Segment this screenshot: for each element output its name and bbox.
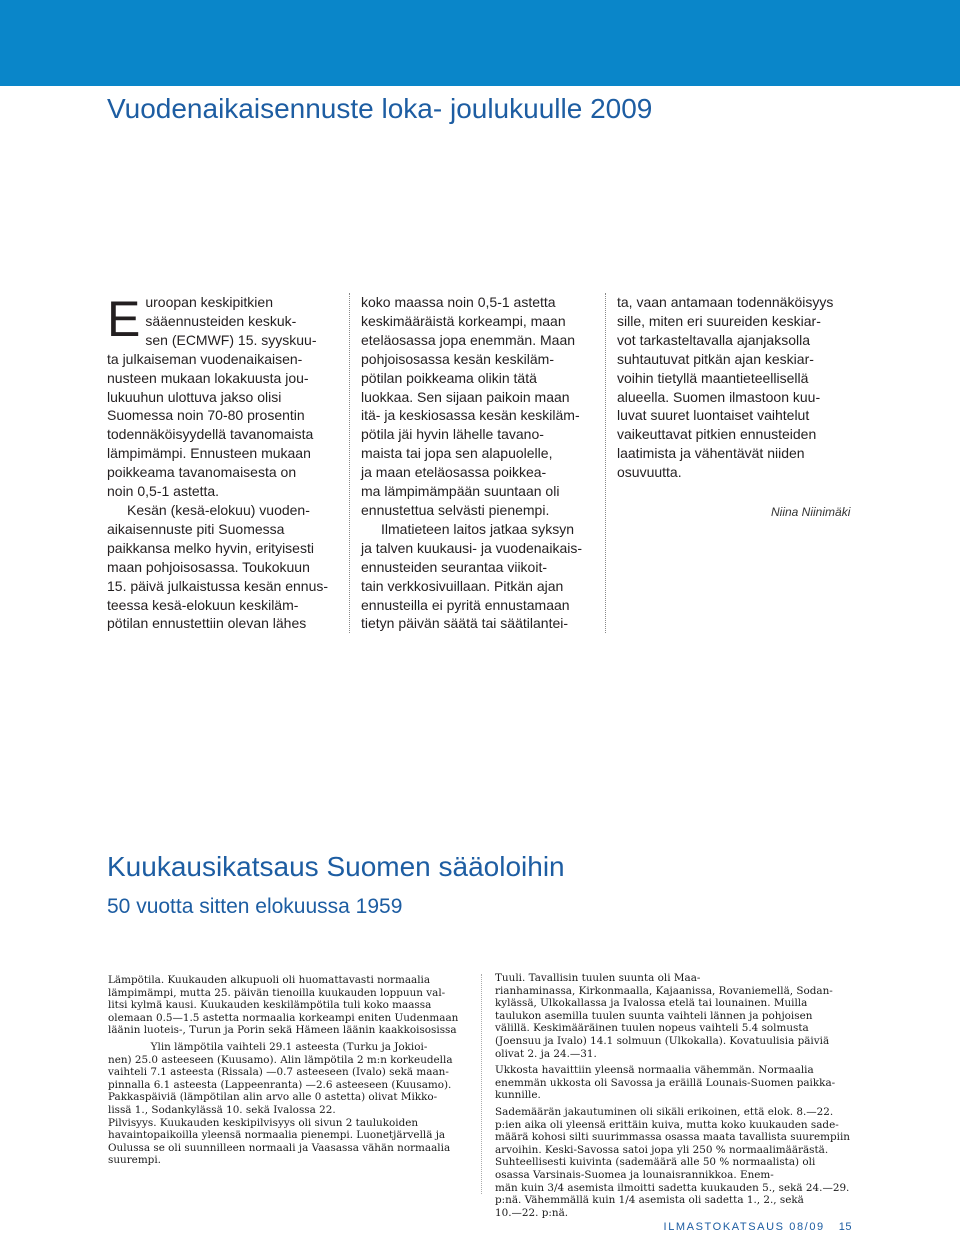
text-line: laatimista ja vähentävät niiden	[617, 445, 805, 462]
text-line: Ilmatieteen laitos jatkaa syksyn	[381, 520, 574, 537]
text-line: pötila jäi hyvin lähelle tavano-	[361, 426, 544, 443]
page-number: 15	[838, 1221, 852, 1233]
text-line: ennusteiden seurantaa viikoit-	[361, 558, 548, 575]
text-line: tietyn päivän säätä tai säätilantei-	[361, 615, 569, 632]
scan-line: nen) 25.0 asteeseen (Kuusamo). Alin lämpötila 2 m:n korkeudella	[108, 1053, 453, 1066]
text-line: voihin tietyllä maantieteellisellä	[617, 369, 809, 386]
text-line: itä- ja keskiosassa kesän keskiläm-	[361, 407, 580, 424]
text-line: eteläosassa jopa enemmän. Maan	[361, 331, 576, 348]
scan-line: lämpimämpi, mutta 25. päivän tienoilla kuukauden loppuun val-	[108, 986, 446, 999]
text-line: osuvuutta.	[617, 464, 682, 481]
scan-line: p:ien aika oli yleensä erittäin kuiva, mutta koko kuukauden sade-	[495, 1118, 839, 1131]
scan-line: Pilvisyys. Kuukauden keskipilvisyys oli sivun 2 taulukoiden	[108, 1116, 419, 1129]
article-column-3	[617, 293, 855, 482]
scan-line: Ylin lämpötila vaihteli 29.1 asteesta (Turku ja Jokioi-	[150, 1040, 428, 1053]
scan-line: Oulussa se oli suunnilleen normaali ja Vaasassa vähän normaalia	[108, 1141, 451, 1154]
text-line: poikkeama tavanomaisesta on	[107, 464, 297, 481]
text-line: ja maan eteläosassa poikkea-	[361, 464, 547, 481]
scan-line: p:nä. Vähemmällä kuin 1/4 asemista oli sadetta 1., 2., sekä	[495, 1194, 804, 1207]
text-line: ma lämpimämpään suuntaan oli	[361, 483, 560, 500]
text-line: pötilan ennustettiin olevan lähes	[107, 615, 307, 632]
text-line: keskimääräistä korkeampi, maan	[361, 312, 566, 329]
scan-line: osassa Varsinais-Suomea ja lounaisrannikkoa. Enem-	[495, 1168, 774, 1181]
scan-line: Lämpötila. Kuukauden alkupuoli oli huomattavasti normaalia	[108, 974, 431, 986]
scan-line: olemaan 0.5—1.5 astetta normaalia korkeampi eniten Uudenmaan	[108, 1011, 459, 1024]
scan-line: kylässä, Ulkokallassa ja Ivalossa etelä tai lounainen. Muilla	[495, 997, 808, 1010]
scan-divider	[481, 974, 482, 1194]
text-line: Suomessa noin 70-80 prosentin	[107, 407, 305, 424]
text-line: luvat suuret luontaiset vaihtelut	[617, 407, 810, 424]
text-line: sääennusteiden keskuk-	[145, 312, 297, 329]
drop-cap: E	[107, 291, 141, 347]
text-line: pohjoisosassa kesän keskiläm-	[361, 350, 554, 367]
text-line: suhtautuvat pitkän ajan keskiar-	[617, 350, 814, 367]
text-line: luokkaa. Sen sijaan paikoin maan	[361, 388, 570, 405]
scan-line: läänin luoteis-, Turun ja Porin sekä Hämeen läänin kaakkoisosissa	[108, 1024, 457, 1037]
article-author: Niina Niinimäki	[771, 505, 851, 519]
article-column-2	[361, 293, 599, 633]
scan-line: enemmän ukkosta oli Savossa ja eräillä Lounais-Suomen paikka-	[495, 1076, 836, 1089]
text-line: noin 0,5-1 astetta.	[107, 483, 220, 500]
text-line: sille, miten eri suureiden keskiar-	[617, 312, 821, 329]
text-line: 15. päivä julkaistussa kesän ennus-	[107, 577, 329, 594]
scan-line: rianhaminassa, Kirkonmaalla, Kajaanissa, Rovaniemellä, Sodan-	[495, 984, 833, 997]
text-line: ennusteilla ei pyritä ennustamaan	[361, 596, 570, 613]
text-line: alueella. Suomen ilmastoon kuu-	[617, 388, 821, 405]
text-line: ennustettua selvästi pienempi.	[361, 501, 550, 518]
text-line: lämpimämpi. Ennusteen mukaan	[107, 445, 311, 462]
scan-line: Suhteellisesti kuivinta (sademäärä alle 50 % normaalista) oli	[495, 1156, 816, 1169]
scan-line: män kuin 3/4 asemista ilmoitti sadetta kuukauden 5., sekä 24.—29.	[495, 1181, 850, 1194]
text-line: teessa kesä-elokuun keskiläm-	[107, 596, 299, 613]
scanned-report-right	[495, 972, 850, 1219]
article-column-1	[107, 293, 335, 633]
scan-line: suurempi.	[108, 1154, 161, 1167]
column-divider	[349, 293, 350, 633]
page-footer	[664, 1221, 852, 1233]
text-line: aikaisennuste piti Suomessa	[107, 520, 285, 537]
scan-line: pinnalla 6.1 asteesta (Lappeenranta) —2.6 asteeseen (Kuusamo).	[108, 1078, 452, 1091]
scan-line: Tuuli. Tavallisin tuulen suunta oli Maa-	[495, 972, 701, 984]
scan-line: 10.—22. p:nä.	[495, 1206, 569, 1219]
scanned-report-left	[108, 974, 470, 1167]
scan-line: kunnille.	[495, 1089, 541, 1102]
text-line: sen (ECMWF) 15. syyskuu-	[145, 331, 317, 348]
text-line: nusteen mukaan lokakuusta jou-	[107, 369, 309, 386]
scan-line: litsi kylmä kausi. Kuukauden keskilämpötila tuli koko maassa	[108, 999, 432, 1012]
section-title: Kuukausikatsaus Suomen sääoloihin	[107, 851, 565, 882]
text-line: maan pohjoisosassa. Toukokuun	[107, 558, 310, 575]
scan-line: vaihteli 7.1 asteesta (Rissala) —0.7 asteeseen (Ivalo) sekä maan-	[108, 1066, 449, 1079]
text-line: maista tai jopa sen alapuolelle,	[361, 445, 553, 462]
column-divider	[605, 293, 606, 633]
text-line: ta julkaiseman vuodenaikaisen-	[107, 350, 303, 367]
top-color-bar	[0, 0, 960, 86]
text-line: Kesän (kesä-elokuu) vuoden-	[127, 501, 310, 518]
scan-line: Ukkosta havaittiin yleensä normaalia vähemmän. Normaalia	[495, 1064, 814, 1077]
scan-line: (Joensuu ja Ivalo) 14.1 solmuun (Ulkokalla). Kovatuulisia päiviä	[495, 1034, 830, 1047]
text-line: ja talven kuukausi- ja vuodenaikais-	[361, 539, 583, 556]
text-line: ta, vaan antamaan todennäköisyys	[617, 294, 834, 310]
text-line: lukuuhun ulottuva jakso olisi	[107, 388, 282, 405]
scan-line: Pakkaspäiviä (lämpötilan alin arvo alle 0 astetta) olivat Mikko-	[108, 1091, 438, 1104]
text-line: koko maassa noin 0,5-1 astetta	[361, 294, 556, 310]
text-line: tain verkkosivuillaan. Pitkän ajan	[361, 577, 564, 594]
text-line: todennäköisyydellä tavanomaista	[107, 426, 314, 443]
text-line: uroopan keskipitkien	[145, 294, 273, 310]
publication-name: ILMASTOKATSAUS 08/09	[663, 1221, 825, 1233]
scan-line: havaintopaikoilla yleensä normaalia pienempi. Luonetjärvellä ja	[108, 1129, 446, 1142]
text-line: pötilan poikkeama olikin tätä	[361, 369, 537, 386]
article-title: Vuodenaikaisennuste loka- joulukuulle 2009	[107, 93, 653, 124]
section-subtitle: 50 vuotta sitten elokuussa 1959	[107, 895, 403, 918]
scan-line: Sademäärän jakautuminen oli sikäli erikoinen, että elok. 8.—22.	[495, 1105, 834, 1118]
scan-line: välillä. Keskimääräinen tuulen nopeus vaihteli 5.4 solmusta	[495, 1022, 809, 1035]
text-line: vaikeuttavat pitkien ennusteiden	[617, 426, 817, 443]
scan-line: taulukon asemilla tuulen suunta vaihteli lännen ja pohjoisen	[495, 1009, 813, 1022]
scan-line: arvoihin. Keski-Savossa satoi jopa yli 250 % normaalimäärästä.	[495, 1143, 829, 1156]
scan-line: olivat 2. ja 24.—31.	[495, 1047, 597, 1060]
text-line: vot tarkasteltavalla ajanjaksolla	[617, 331, 810, 348]
scan-line: määrä kohosi silti suurimmassa osassa maata tavallista suurempiin	[495, 1131, 850, 1144]
text-line: paikkansa melko hyvin, erityisesti	[107, 539, 314, 556]
scan-line: lissä 1., Sodankylässä 10. sekä Ivalossa 22.	[108, 1103, 336, 1116]
